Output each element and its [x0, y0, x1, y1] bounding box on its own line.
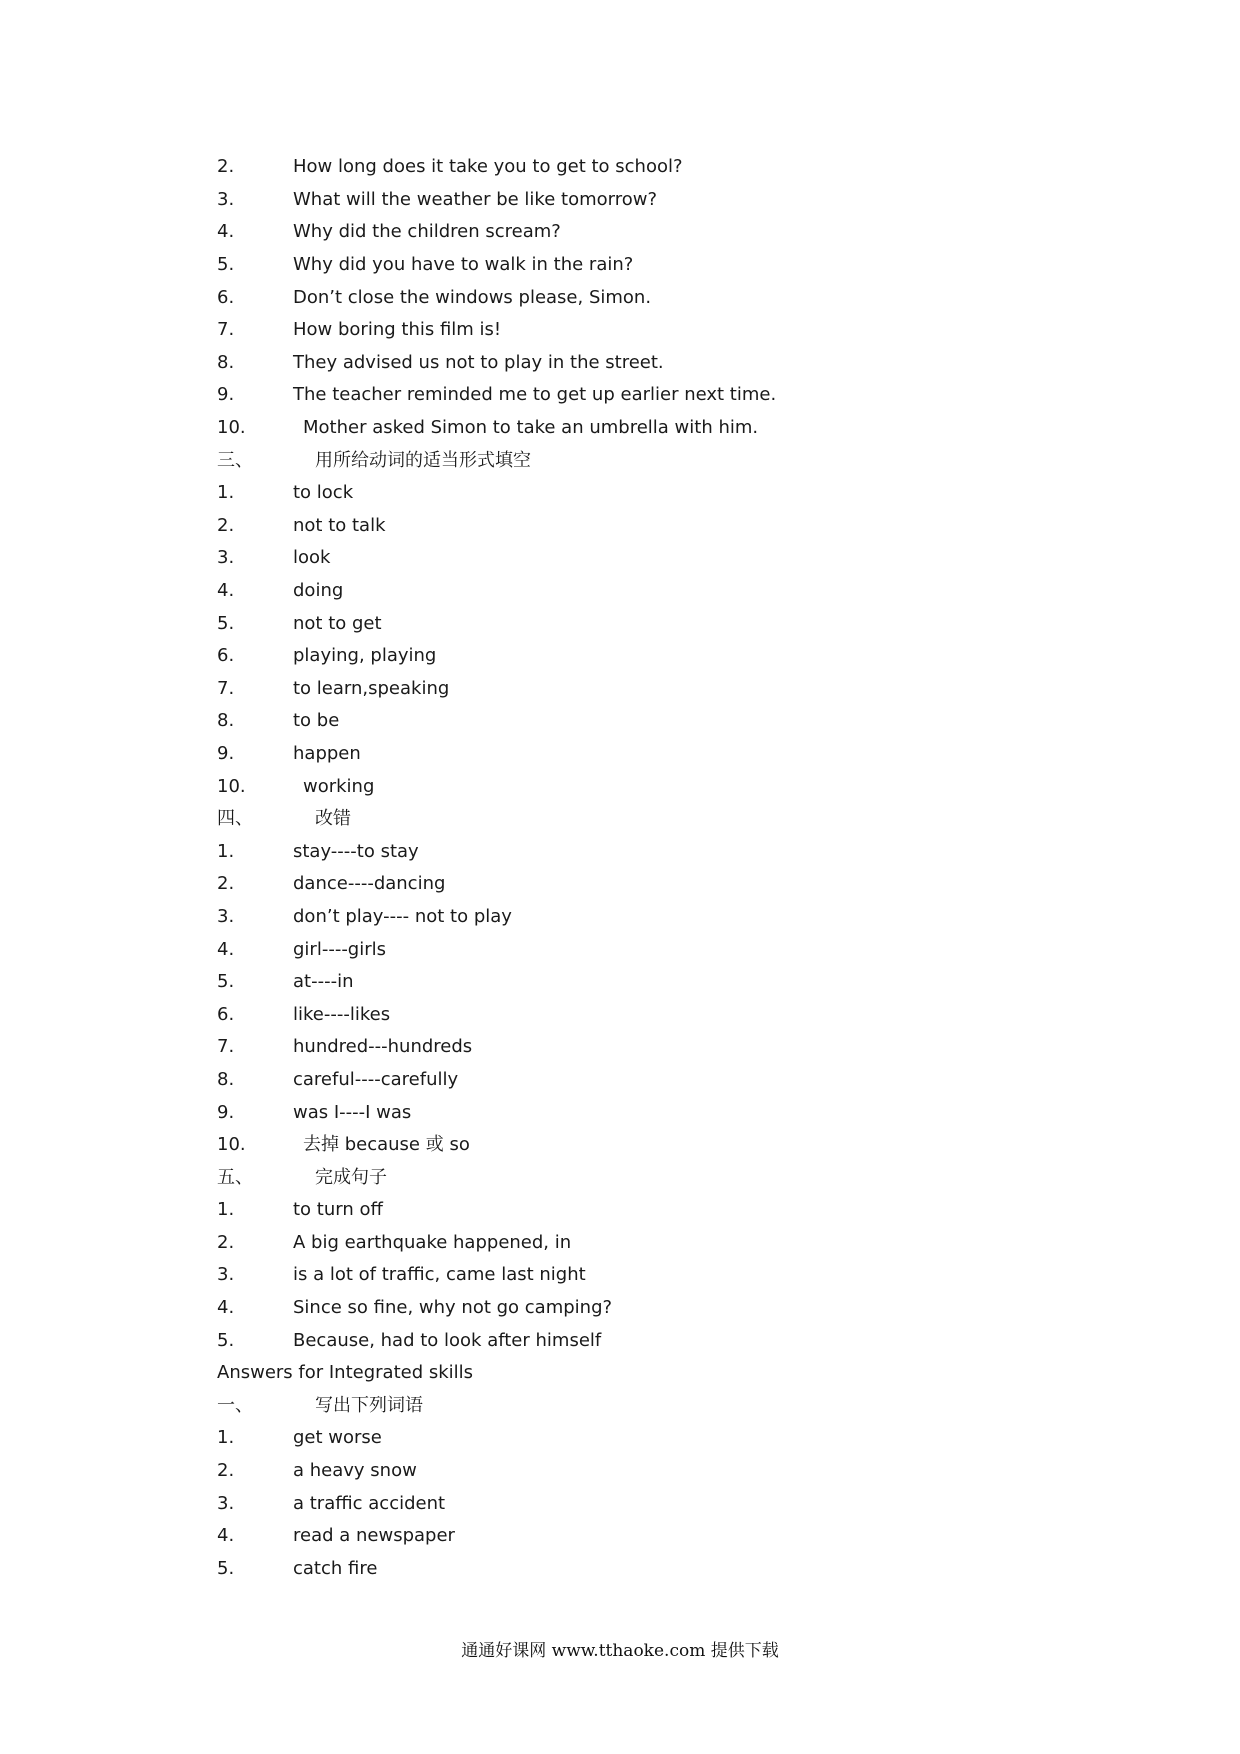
answer-line: [217, 249, 1117, 282]
line-text: like----likes: [293, 1003, 391, 1025]
line-number: 6.: [217, 1003, 235, 1025]
line-text: How boring this film is!: [293, 319, 502, 341]
line-number: 3.: [217, 1264, 235, 1286]
answer-line: [217, 998, 1117, 1031]
line-number: 4.: [217, 580, 235, 602]
line-text: Because, had to look after himself: [293, 1329, 602, 1351]
line-number: 9.: [217, 1101, 235, 1123]
line-number: 1.: [217, 482, 235, 504]
answer-line: [217, 1096, 1117, 1129]
answer-line: [217, 1324, 1117, 1357]
line-text: stay----to stay: [293, 840, 419, 862]
line-number: 1.: [217, 1427, 235, 1449]
answer-line: [217, 901, 1117, 934]
line-text: catch fire: [293, 1557, 378, 1579]
line-number: 5.: [217, 1329, 235, 1351]
line-text: playing, playing: [293, 645, 437, 667]
answer-line: [217, 1227, 1117, 1260]
line-text: read a newspaper: [293, 1525, 455, 1547]
line-number: 一、: [217, 1394, 253, 1416]
answer-line: [217, 347, 1117, 380]
line-text: happen: [293, 742, 361, 764]
section-heading: [217, 1161, 1117, 1194]
line-number: 3.: [217, 188, 235, 210]
line-text: 完成句子: [315, 1166, 387, 1188]
answer-line: [217, 575, 1117, 608]
line-number: 7.: [217, 677, 235, 699]
answer-line: [217, 281, 1117, 314]
subheading: [217, 1357, 1117, 1390]
line-number: 10.: [217, 1134, 246, 1156]
answer-line: [217, 1259, 1117, 1292]
section-heading: [217, 1390, 1117, 1423]
answer-line: [217, 738, 1117, 771]
answer-line: [217, 1194, 1117, 1227]
line-text: not to get: [293, 612, 382, 634]
line-text: 去掉 because 或 so: [303, 1134, 470, 1156]
answer-line: [217, 673, 1117, 706]
line-number: 五、: [217, 1166, 253, 1188]
line-number: 5.: [217, 612, 235, 634]
line-number: 三、: [217, 449, 253, 471]
answer-line: [217, 151, 1117, 184]
section-heading: [217, 444, 1117, 477]
line-number: 8.: [217, 710, 235, 732]
answer-line: [217, 477, 1117, 510]
line-number: 2.: [217, 1231, 235, 1253]
line-number: 7.: [217, 319, 235, 341]
answer-line: [217, 314, 1117, 347]
line-number: 2.: [217, 514, 235, 536]
line-text: working: [303, 775, 375, 797]
line-number: 4.: [217, 221, 235, 243]
answer-line: [217, 1422, 1117, 1455]
line-text: How long does it take you to get to school?: [293, 156, 683, 178]
line-number: 8.: [217, 351, 235, 373]
answer-line: [217, 379, 1117, 412]
line-text: to be: [293, 710, 340, 732]
line-text: Why did you have to walk in the rain?: [293, 254, 634, 276]
line-number: 1.: [217, 840, 235, 862]
line-text: What will the weather be like tomorrow?: [293, 188, 658, 210]
line-text: a traffic accident: [293, 1492, 446, 1514]
line-number: 7.: [217, 1036, 235, 1058]
line-number: 6.: [217, 645, 235, 667]
line-text: Since so fine, why not go camping?: [293, 1297, 613, 1319]
answer-line: [217, 1520, 1117, 1553]
answer-line: [217, 1553, 1117, 1586]
answer-line: [217, 1455, 1117, 1488]
line-text: careful----carefully: [293, 1068, 459, 1090]
line-text: Don’t close the windows please, Simon.: [293, 286, 652, 308]
line-text: get worse: [293, 1427, 382, 1449]
line-text: a heavy snow: [293, 1460, 417, 1482]
line-number: 8.: [217, 1068, 235, 1090]
answer-line: [217, 1064, 1117, 1097]
line-number: 4.: [217, 938, 235, 960]
line-number: 2.: [217, 156, 235, 178]
answer-line: [217, 1292, 1117, 1325]
answer-line: [217, 640, 1117, 673]
section-heading: [217, 803, 1117, 836]
answer-line: [217, 933, 1117, 966]
line-text: to turn off: [293, 1199, 383, 1221]
answer-line: [217, 412, 1117, 445]
line-text: Mother asked Simon to take an umbrella with him.: [303, 417, 759, 439]
answer-line: [217, 216, 1117, 249]
answer-line: [217, 1487, 1117, 1520]
line-text: at----in: [293, 971, 354, 993]
line-text: Answers for Integrated skills: [217, 1362, 474, 1384]
line-text: is a lot of traffic, came last night: [293, 1264, 586, 1286]
answer-line: [217, 705, 1117, 738]
line-number: 9.: [217, 384, 235, 406]
line-number: 3.: [217, 1492, 235, 1514]
line-number: 2.: [217, 873, 235, 895]
line-text: look: [293, 547, 331, 569]
line-number: 2.: [217, 1460, 235, 1482]
answer-line: [217, 868, 1117, 901]
line-number: 5.: [217, 971, 235, 993]
line-number: 4.: [217, 1525, 235, 1547]
answer-line: [217, 966, 1117, 999]
line-number: 3.: [217, 905, 235, 927]
line-number: 6.: [217, 286, 235, 308]
page-footer: 通通好课网 www.tthaoke.com 提供下载: [461, 1641, 779, 1661]
line-text: 写出下列词语: [315, 1394, 423, 1416]
line-text: was I----I was: [293, 1101, 412, 1123]
answer-line: [217, 510, 1117, 543]
line-text: hundred---hundreds: [293, 1036, 473, 1058]
answer-line: [217, 770, 1117, 803]
line-number: 3.: [217, 547, 235, 569]
answer-line: [217, 607, 1117, 640]
line-number: 1.: [217, 1199, 235, 1221]
line-number: 4.: [217, 1297, 235, 1319]
answer-line: [217, 1031, 1117, 1064]
answer-line: [217, 1129, 1117, 1162]
line-text: They advised us not to play in the street.: [293, 351, 664, 373]
line-number: 10.: [217, 417, 246, 439]
line-number: 9.: [217, 742, 235, 764]
line-text: don’t play---- not to play: [293, 905, 512, 927]
line-text: 用所给动词的适当形式填空: [315, 449, 531, 471]
answer-line: [217, 542, 1117, 575]
line-text: dance----dancing: [293, 873, 446, 895]
line-text: to lock: [293, 482, 354, 504]
answer-list: [217, 151, 1117, 1585]
line-number: 5.: [217, 1557, 235, 1579]
line-text: not to talk: [293, 514, 386, 536]
line-text: 改错: [315, 808, 351, 830]
line-text: A big earthquake happened, in: [293, 1231, 572, 1253]
line-number: 5.: [217, 254, 235, 276]
line-text: Why did the children scream?: [293, 221, 561, 243]
line-text: girl----girls: [293, 938, 387, 960]
line-text: doing: [293, 580, 344, 602]
answer-line: [217, 835, 1117, 868]
line-text: The teacher reminded me to get up earlier next time.: [293, 384, 777, 406]
answer-line: [217, 184, 1117, 217]
line-number: 10.: [217, 775, 246, 797]
line-text: to learn,speaking: [293, 677, 450, 699]
line-number: 四、: [217, 808, 253, 830]
